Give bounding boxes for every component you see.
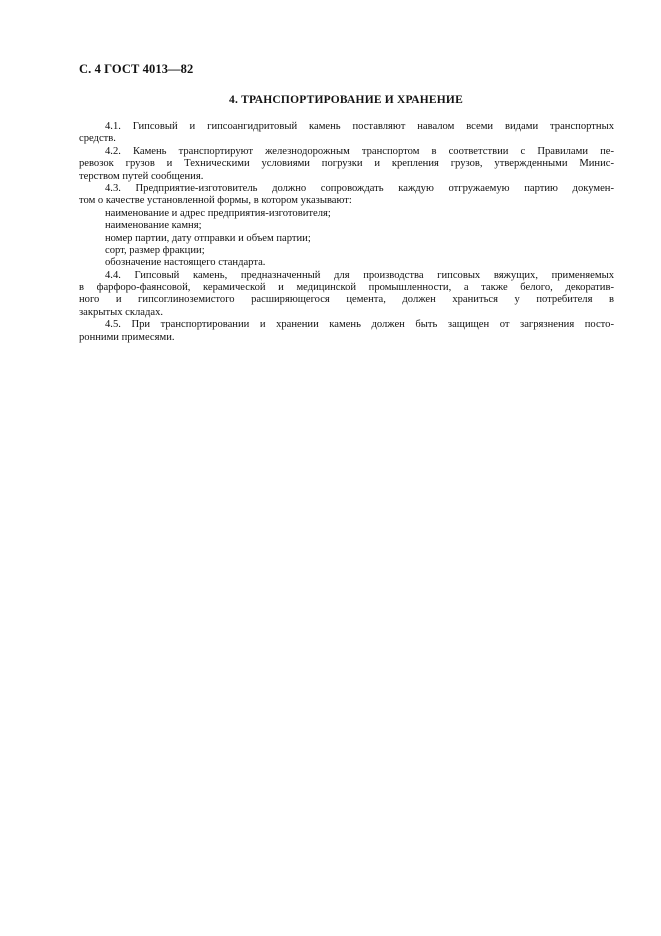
text-line: ронними примесями. — [79, 331, 175, 343]
text-line: средств. — [79, 133, 116, 145]
text-line: сорт, размер фракции; — [105, 244, 205, 256]
text-line: ревозок грузов и Техническими условиями погрузки и крепления грузов, утвержденными Минис- — [79, 158, 614, 170]
text-line: наименование камня; — [105, 220, 202, 232]
section-title: 4. ТРАНСПОРТИРОВАНИЕ И ХРАНЕНИЕ — [229, 94, 463, 106]
text-line: терством путей сообщения. — [79, 170, 204, 182]
text-line: том о качестве установленной формы, в котором указывают: — [79, 195, 352, 207]
text-line: ного и гипсоглиноземистого расширяющегося цемента, должен храниться у потребителя в — [79, 294, 614, 306]
text-line: 4.2. Камень транспортируют железнодорожным транспортом в соответствии с Правилами пе- — [105, 145, 614, 157]
text-line: закрытых складах. — [79, 306, 164, 318]
text-line: обозначение настоящего стандарта. — [105, 257, 266, 269]
running-head: С. 4 ГОСТ 4013—82 — [79, 62, 194, 76]
text-line: наименование и адрес предприятия-изготовителя; — [105, 207, 331, 219]
text-line: 4.5. При транспортировании и хранении камень должен быть защищен от загрязнения посто- — [105, 319, 614, 331]
text-line: 4.3. Предприятие-изготовитель должно сопровождать каждую отгружаемую партию докумен- — [105, 182, 614, 194]
text-line: в фарфоро-фаянсовой, керамической и медицинской промышленности, а также белого, декоратив- — [79, 282, 614, 294]
text-line: номер партии, дату отправки и объем партии; — [105, 232, 311, 244]
section-body — [79, 121, 614, 344]
text-line: 4.1. Гипсовый и гипсоангидритовый камень поставляют навалом всеми видами транспортных — [105, 121, 614, 132]
text-line: 4.4. Гипсовый камень, предназначенный для производства гипсовых вяжущих, применяемых — [105, 269, 614, 281]
